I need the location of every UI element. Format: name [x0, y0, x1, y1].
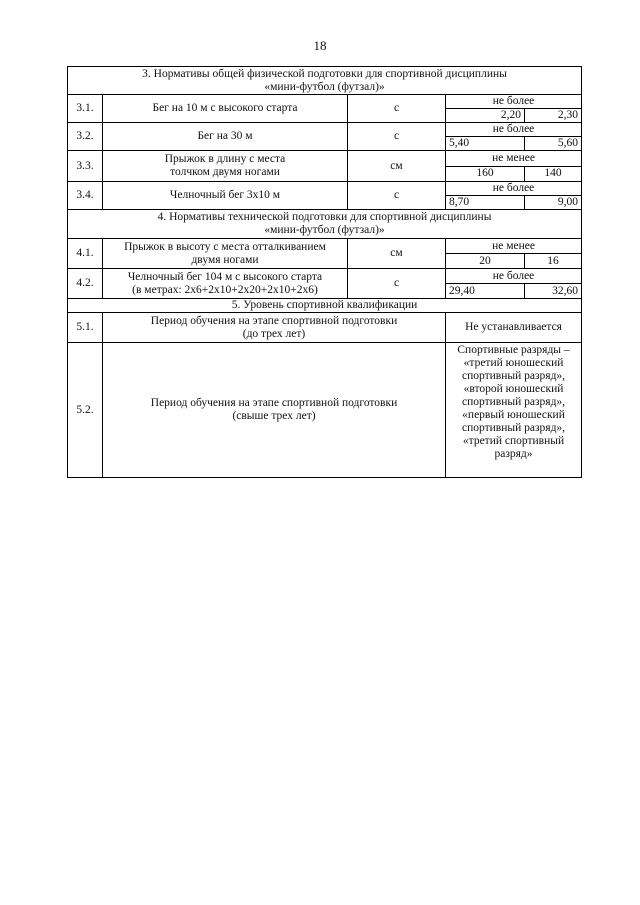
- row-condition: не менее: [446, 151, 582, 167]
- row-name: Бег на 10 м с высокого старта: [103, 95, 348, 123]
- value-1: 5,40: [446, 137, 525, 151]
- rank-line: разряд»: [494, 448, 533, 460]
- value-2: 5,60: [525, 137, 582, 151]
- row-name: Челночный бег 3х10 м: [103, 182, 348, 210]
- section-3-title: 3. Нормативы общей физической подготовки для спортивной дисциплины: [142, 67, 507, 80]
- row-condition: не более: [446, 182, 582, 196]
- row-name-line-2: (до трех лет): [242, 327, 306, 340]
- value-2: 32,60: [525, 284, 582, 299]
- row-unit: с: [348, 269, 446, 299]
- section-4-title: 4. Нормативы технической подготовки для спортивной дисциплины: [157, 211, 492, 223]
- row-number: 5.2.: [68, 343, 103, 478]
- table-row: [68, 182, 582, 196]
- row-number: 3.1.: [68, 95, 103, 123]
- rank-line: спортивный разряд»,: [462, 422, 566, 434]
- value-2: 2,30: [525, 109, 582, 123]
- row-name-line-2: (свыше трех лет): [232, 410, 316, 422]
- section-3-header: [68, 67, 582, 95]
- rank-line: спортивный разряд»,: [462, 396, 566, 408]
- value-1: 8,70: [446, 196, 525, 210]
- rank-line: «третий спортивный: [462, 435, 565, 447]
- section-3-subtitle: «мини-футбол (футзал)»: [264, 80, 385, 93]
- row-unit: с: [348, 182, 446, 210]
- section-5-header: [68, 299, 582, 313]
- row-unit: с: [348, 123, 446, 151]
- row-name-line-2: (в метрах: 2х6+2х10+2х20+2х10+2х6): [132, 283, 318, 296]
- rank-line: «первый юношеский: [462, 409, 565, 421]
- row-name-line-2: двумя ногами: [191, 253, 259, 266]
- table-row: [68, 269, 582, 284]
- row-name: [103, 313, 446, 343]
- row-name: [103, 239, 348, 269]
- row-name-line-1: Прыжок в длину с места: [164, 153, 286, 165]
- row-number: 3.2.: [68, 123, 103, 151]
- row-name-line-2: толчком двумя ногами: [170, 166, 280, 178]
- value-1: 20: [446, 254, 525, 269]
- norms-table: [67, 66, 582, 478]
- table-row: [68, 95, 582, 109]
- row-number: 3.4.: [68, 182, 103, 210]
- row-name: [103, 343, 446, 478]
- row-condition: не более: [446, 123, 582, 137]
- row-condition: не менее: [446, 239, 582, 254]
- value-1: 160: [446, 166, 525, 182]
- row-number: 4.1.: [68, 239, 103, 269]
- rank-line: Спортивные разряды –: [457, 344, 570, 356]
- row-number: 5.1.: [68, 313, 103, 343]
- table-row: [68, 343, 582, 478]
- row-number: 3.3.: [68, 151, 103, 182]
- row-name: Бег на 30 м: [103, 123, 348, 151]
- row-name-line-1: Период обучения на этапе спортивной подготовки: [150, 397, 398, 409]
- section-4-header: [68, 210, 582, 239]
- row-unit: см: [348, 239, 446, 269]
- row-name-line-1: Период обучения на этапе спортивной подготовки: [150, 314, 398, 327]
- row-condition: не более: [446, 269, 582, 284]
- table-row: [68, 123, 582, 137]
- row-value: Не устанавливается: [446, 313, 582, 343]
- rank-line: спортивный разряд»,: [462, 370, 566, 382]
- page-number: 18: [313, 38, 327, 53]
- row-name: [103, 151, 348, 182]
- value-2: 16: [525, 254, 582, 269]
- value-1: 2,20: [446, 109, 525, 123]
- row-name: [103, 269, 348, 299]
- value-1: 29,40: [446, 284, 525, 299]
- row-condition: не более: [446, 95, 582, 109]
- row-unit: см: [348, 151, 446, 182]
- table-row: [68, 239, 582, 254]
- section-4-subtitle: «мини-футбол (футзал)»: [264, 224, 385, 236]
- row-value: [446, 343, 582, 478]
- row-number: 4.2.: [68, 269, 103, 299]
- table-row: [68, 151, 582, 167]
- value-2: 9,00: [525, 196, 582, 210]
- table-row: [68, 313, 582, 343]
- row-name-line-1: Челночный бег 104 м с высокого старта: [127, 270, 323, 283]
- row-name-line-1: Прыжок в высоту с места отталкиванием: [124, 240, 326, 253]
- rank-line: «третий юношеский: [463, 357, 564, 369]
- value-2: 140: [525, 166, 582, 182]
- row-unit: с: [348, 95, 446, 123]
- rank-line: «второй юношеский: [463, 383, 564, 395]
- section-5-title: 5. Уровень спортивной квалификации: [68, 299, 582, 313]
